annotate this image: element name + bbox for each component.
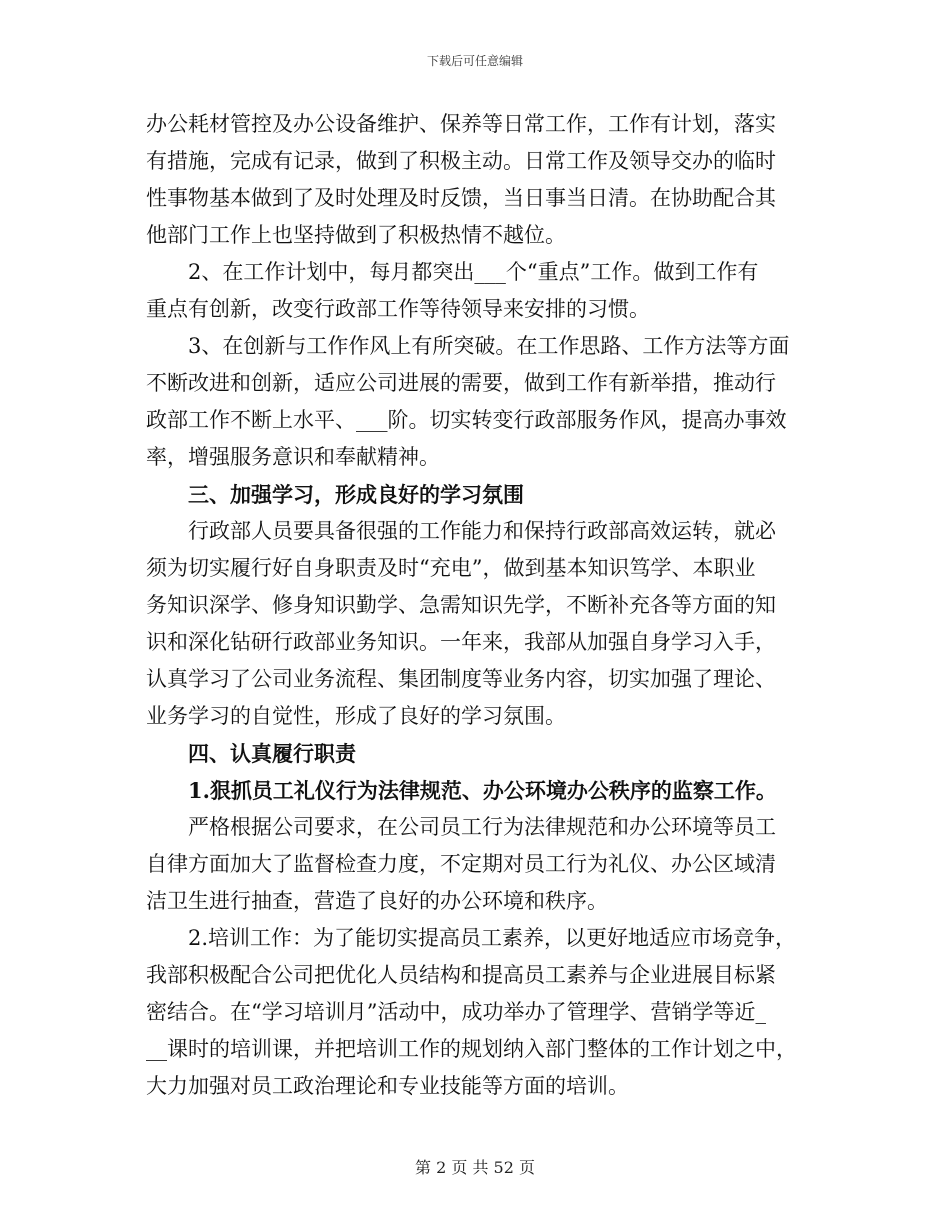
text-line: 2、在工作计划中，每月都突出___个“重点”工作。做到工作有 [188, 260, 759, 284]
section-heading-duties: 四、认真履行职责 [188, 741, 356, 766]
text-line: 大力加强对员工政治理论和专业技能等方面的培训。 [146, 1074, 629, 1098]
text-line: 办公耗材管控及办公设备维护、保养等日常工作，工作有计划，落实 [146, 112, 776, 136]
text-line: 洁卫生进行抽查，营造了良好的办公环境和秩序。 [146, 889, 608, 913]
text-line: 政部工作不断上水平、___阶。切实转变行政部服务作风，提高办事效 [146, 408, 787, 432]
text-line: 业务学习的自觉性，形成了良好的学习氛围。 [146, 704, 566, 728]
text-line: 自律方面加大了监督检查力度，不定期对员工行为礼仪、办公区域清 [146, 852, 776, 876]
paragraph-daily-work [146, 106, 810, 254]
text-line: 识和深化钻研行政部业务知识。一年来，我部从加强自身学习入手， [146, 630, 776, 654]
text-line: 认真学习了公司业务流程、集团制度等业务内容，切实加强了理论、 [146, 667, 776, 691]
text-line: 务知识深学、修身知识勤学、急需知识先学，不断补充各等方面的知 [146, 593, 776, 617]
text-line: 他部门工作上也坚持做到了积极热情不越位。 [146, 223, 566, 247]
text-line: 严格根据公司要求，在公司员工行为法律规范和办公环境等员工 [188, 815, 776, 839]
text-line: 重点有创新，改变行政部工作等待领导来安排的习惯。 [146, 297, 650, 321]
section-heading-learning: 三、加强学习，形成良好的学习氛围 [188, 482, 524, 507]
text-line: 我部积极配合公司把优化人员结构和提高员工素养与企业进展目标紧 [146, 963, 776, 987]
paragraph-training [146, 920, 810, 1105]
paragraph-innovation [146, 328, 810, 476]
text-line: 密结合。在“学习培训月”活动中，成功举办了管理学、营销学等近_ [146, 1000, 766, 1024]
document-body [146, 106, 810, 1105]
page-footer: 第 2 页 共 52 页 [415, 1158, 535, 1177]
paragraph-work-plan [146, 254, 810, 328]
text-line: 率，增强服务意识和奉献精神。 [146, 445, 440, 469]
paragraph-etiquette [146, 809, 810, 920]
text-line: 须为切实履行好自身职责及时“充电”，做到基本知识笃学、本职业 [146, 556, 756, 580]
text-line: 行政部人员要具备很强的工作能力和保持行政部高效运转，就必 [188, 519, 776, 543]
text-line: 有措施，完成有记录，做到了积极主动。日常工作及领导交办的临时 [146, 149, 776, 173]
subheading-etiquette: 1.狠抓员工礼仪行为法律规范、办公环境办公秩序的监察工作。 [188, 778, 777, 803]
page-header: 下载后可任意编辑 [426, 54, 523, 68]
paragraph-learning [146, 513, 810, 735]
text-line: 性事物基本做到了及时处理及时反馈，当日事当日清。在协助配合其 [146, 186, 776, 210]
text-line: 不断改进和创新，适应公司进展的需要，做到工作有新举措，推动行 [146, 371, 776, 395]
text-line: 2.培训工作：为了能切实提高员工素养，以更好地适应市场竞争， [188, 926, 797, 950]
text-line: 3、在创新与工作作风上有所突破。在工作思路、工作方法等方面 [188, 334, 790, 358]
text-line: __课时的培训课，并把培训工作的规划纳入部门整体的工作计划之中， [146, 1037, 797, 1061]
